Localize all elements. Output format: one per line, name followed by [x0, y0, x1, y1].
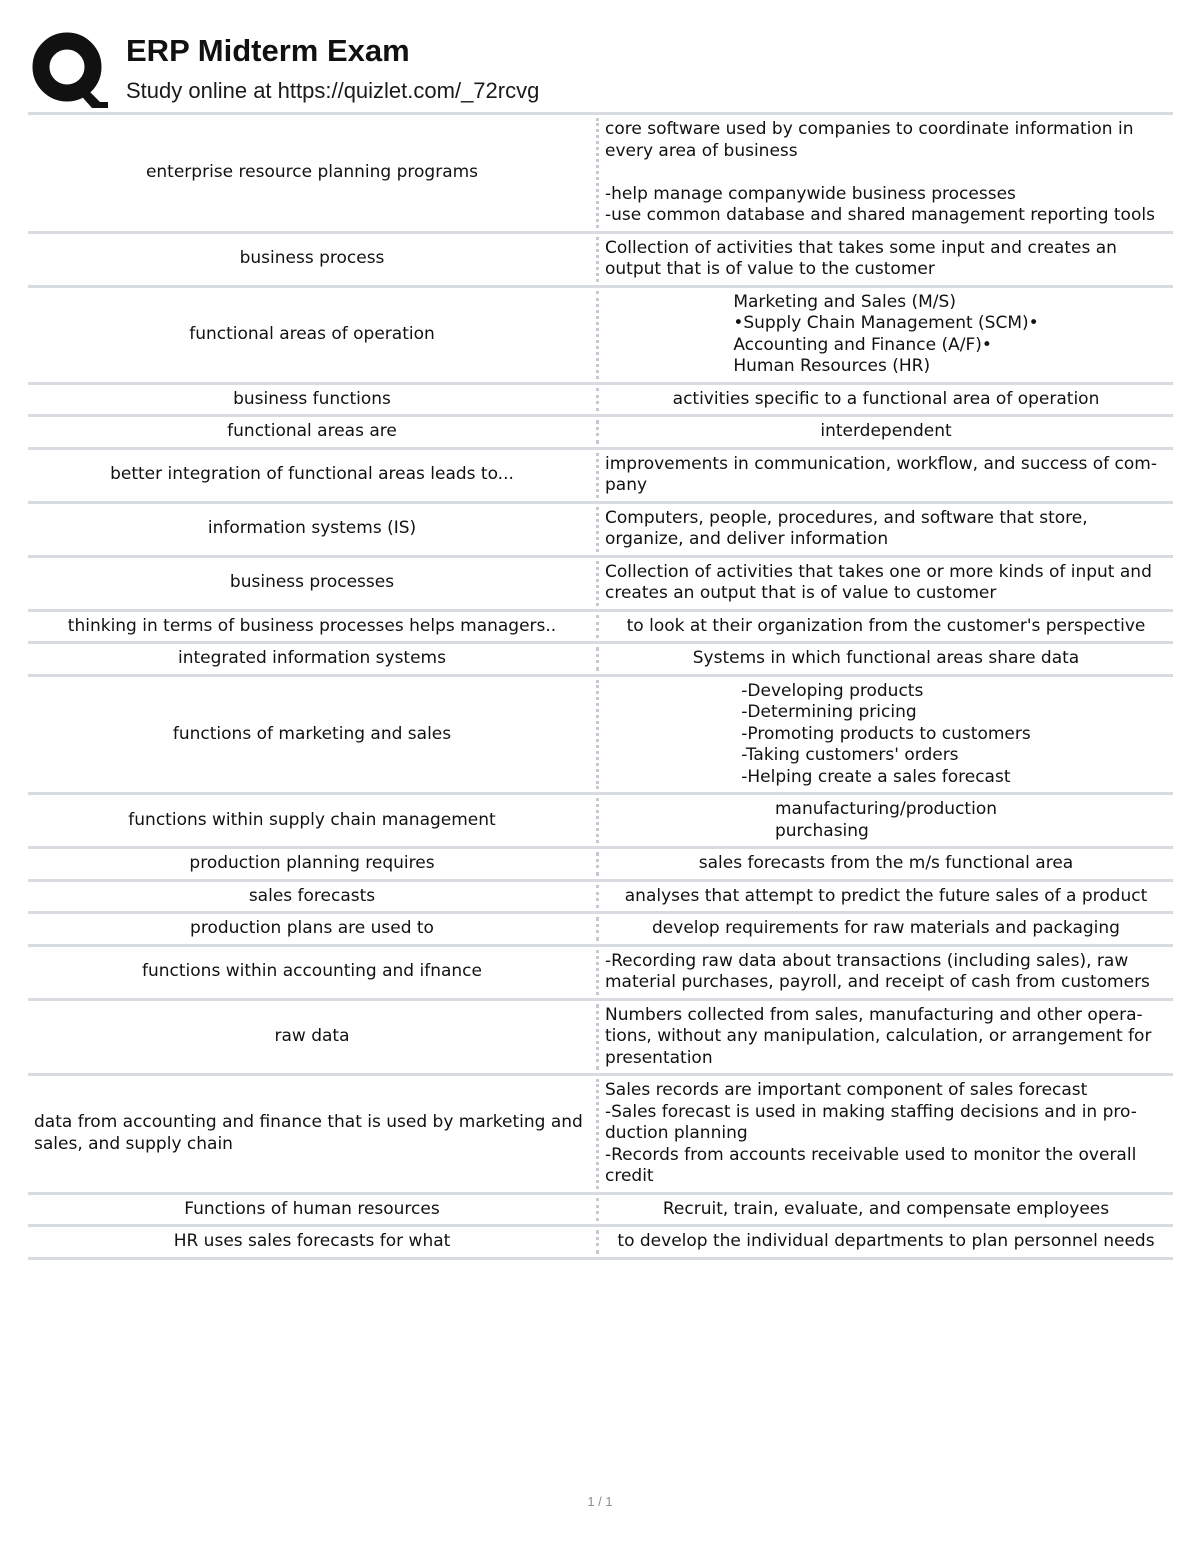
flashcard-row [28, 234, 1173, 288]
definition-text: Recruit, train, evaluate, and compensate employees [662, 1198, 1110, 1219]
flashcard-definition [596, 950, 1173, 995]
term-text: business process [239, 248, 385, 269]
flashcard-definition [596, 118, 1173, 228]
definition-text: -Recording raw data about transactions (including sales), raw material purchases, payroll, and receipt of cash from customers [605, 950, 1150, 992]
definition-text: Computers, people, procedures, and software that store, organize, and deliver information [605, 507, 1088, 549]
flashcard-row [28, 677, 1173, 796]
flashcard-row [28, 612, 1173, 645]
flashcard-term [28, 947, 596, 998]
flashcard-definition [596, 1004, 1173, 1071]
study-online-link[interactable]: Study online at https://quizlet.com/_72rcvg [126, 78, 540, 103]
flashcard-row [28, 385, 1173, 418]
term-text: business functions [233, 388, 391, 409]
flashcard-definition [596, 647, 1173, 671]
flashcard-term [28, 417, 596, 447]
flashcard-term [28, 795, 596, 846]
flashcard-definition [596, 388, 1173, 412]
definition-text: Systems in which functional areas share data [692, 648, 1080, 668]
definition-text: analyses that attempt to predict the future sales of a product [624, 885, 1148, 906]
term-text: functions within accounting and ifnance [142, 961, 482, 982]
term-text: HR uses sales forecasts for what [173, 1231, 451, 1251]
flashcard-term [28, 914, 596, 944]
flashcard-definition [596, 453, 1173, 498]
flashcard-definition [596, 680, 1173, 790]
flashcard-row [28, 1227, 1173, 1260]
flashcard-row [28, 947, 1173, 1001]
flashcard-row [28, 450, 1173, 504]
flashcard-term [28, 1076, 596, 1192]
definition-text: interdependent [820, 421, 952, 441]
flashcard-row [28, 1195, 1173, 1228]
flashcard-term [28, 558, 596, 609]
flashcard-row [28, 115, 1173, 234]
definition-text: Sales records are important component of sales forecast -Sales forecast is used in making staffing decisions and in pro- duction planning -Records from accounts receivable used to monitor the overall credit [605, 1080, 1137, 1186]
flashcard-row [28, 1076, 1173, 1195]
flashcard-term [28, 849, 596, 879]
flashcard-row [28, 1001, 1173, 1077]
flashcard-definition [596, 917, 1173, 941]
term-text: business processes [229, 572, 395, 593]
definition-text: sales forecasts from the m/s functional area [698, 853, 1074, 873]
term-text: information systems (IS) [207, 518, 417, 539]
term-text: functional areas of operation [189, 323, 435, 344]
term-text: enterprise resource planning programs [145, 162, 479, 182]
definition-text: develop requirements for raw materials and packaging [652, 918, 1120, 938]
definition-text: to look at their organization from the customer's perspective [626, 615, 1146, 636]
definition-text: Numbers collected from sales, manufacturing and other opera- tions, without any manipulation, calculation, or arrangement for presentation [605, 1004, 1152, 1068]
term-text: functions within supply chain management [128, 809, 496, 830]
flashcard-row [28, 288, 1173, 385]
definition-text: Collection of activities that takes one or more kinds of input and creates an output that is of value to customer [605, 561, 1152, 603]
definition-text: manufacturing/production purchasing [774, 799, 997, 841]
flashcard-term [28, 288, 596, 382]
flashcard-definition [596, 615, 1173, 639]
term-text: better integration of functional areas leads to... [110, 464, 514, 485]
flashcard-row [28, 882, 1173, 915]
definition-text: Collection of activities that takes some input and creates an output that is of value to the customer [605, 237, 1117, 279]
term-text: sales forecasts [248, 885, 376, 906]
definition-text: improvements in communication, workflow, and success of com- pany [605, 453, 1157, 495]
quizlet-logo-icon [30, 30, 108, 108]
flashcard-term [28, 1195, 596, 1225]
flashcard-definition [596, 507, 1173, 552]
definition-text: activities specific to a functional area of operation [672, 388, 1100, 409]
flashcard-row [28, 795, 1173, 849]
term-text: data from accounting and finance that is used by marketing and sales, and supply chain [34, 1112, 583, 1154]
flashcard-list [28, 112, 1173, 1260]
flashcard-row [28, 914, 1173, 947]
flashcard-definition [596, 852, 1173, 876]
definition-text: core software used by companies to coordinate information in every area of business -help manage companywide business processes -use common database and shared management reporting tools [605, 119, 1155, 225]
flashcard-row [28, 417, 1173, 450]
flashcard-term [28, 115, 596, 231]
flashcard-row [28, 558, 1173, 612]
flashcard-term [28, 612, 596, 642]
flashcard-row [28, 644, 1173, 677]
flashcard-definition [596, 1079, 1173, 1189]
flashcard-definition [596, 798, 1173, 843]
flashcard-term [28, 385, 596, 415]
flashcard-row [28, 504, 1173, 558]
flashcard-definition [596, 420, 1173, 444]
flashcard-term [28, 644, 596, 674]
definition-text: -Developing products -Determining pricing -Promoting products to customers -Taking customers' orders -Helping create a sales forecast [741, 680, 1031, 787]
flashcard-term [28, 1227, 596, 1257]
flashcard-term [28, 882, 596, 912]
flashcard-term [28, 677, 596, 793]
flashcard-definition [596, 291, 1173, 379]
flashcard-term [28, 450, 596, 501]
page-header [28, 28, 1178, 110]
definition-text: to develop the individual departments to plan personnel needs [617, 1231, 1155, 1251]
term-text: raw data [274, 1026, 350, 1046]
term-text: production plans are used to [190, 918, 434, 938]
flashcard-definition [596, 1198, 1173, 1222]
term-text: functional areas are [227, 421, 397, 441]
term-text: thinking in terms of business processes helps managers.. [67, 615, 557, 636]
flashcard-definition [596, 237, 1173, 282]
flashcard-term [28, 234, 596, 285]
flashcard-definition [596, 1230, 1173, 1254]
page-number: 1 / 1 [587, 1494, 613, 1509]
term-text: production planning requires [189, 853, 435, 873]
term-text: integrated information systems [178, 648, 446, 668]
flashcard-definition [596, 885, 1173, 909]
page-title: ERP Midterm Exam [126, 33, 410, 68]
term-text: Functions of human resources [184, 1198, 440, 1219]
term-text: functions of marketing and sales [172, 723, 452, 744]
flashcard-term [28, 1001, 596, 1074]
flashcard-term [28, 504, 596, 555]
flashcard-row [28, 849, 1173, 882]
flashcard-definition [596, 561, 1173, 606]
definition-text: Marketing and Sales (M/S) •Supply Chain Management (SCM)• Accounting and Finance (A/F)• Human Resources (HR) [733, 291, 1039, 376]
